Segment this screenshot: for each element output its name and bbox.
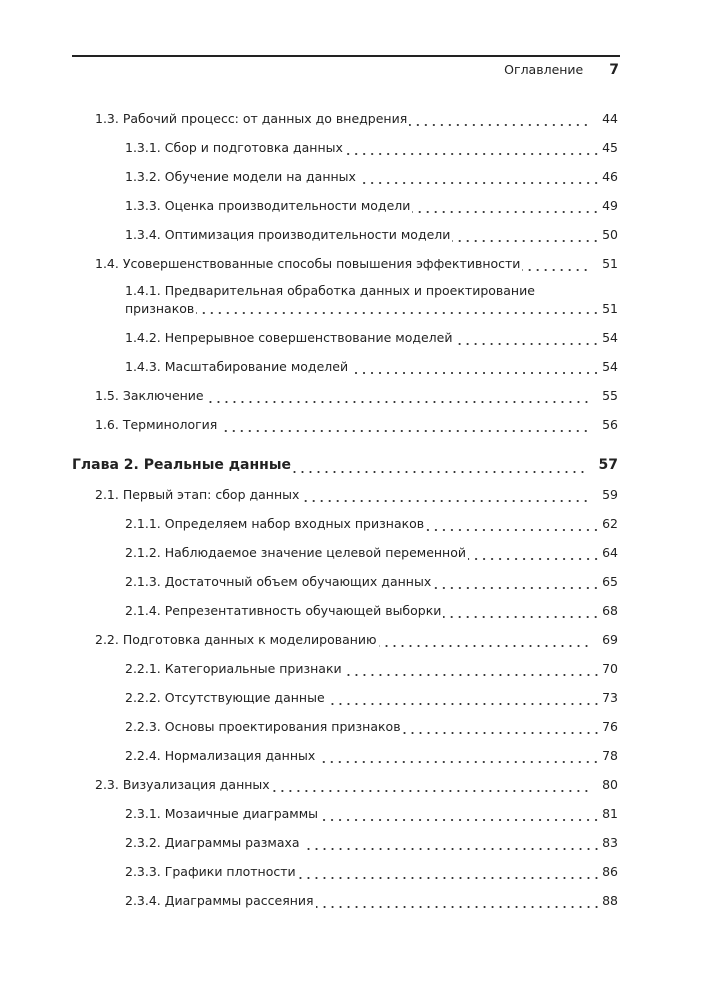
toc-entry-page: 76	[602, 719, 618, 734]
dot-leader	[433, 567, 600, 596]
toc-entry[interactable]	[72, 596, 618, 625]
dot-leader	[345, 133, 600, 162]
toc-entry-page: 57	[598, 457, 618, 473]
toc-entry-title: 1.3. Рабочий процесс: от данных до внедрения	[95, 111, 408, 126]
toc-entry-title: 2.1.3. Достаточный объем обучающих данных	[125, 574, 432, 589]
toc-entry-page: 62	[602, 516, 618, 531]
toc-entry-page: 59	[602, 487, 618, 502]
toc-entry-page: 65	[602, 574, 618, 589]
toc-entry-title: 2.3.1. Мозаичные диаграммы	[125, 806, 319, 821]
running-header	[504, 62, 619, 78]
toc-entry-page: 68	[602, 603, 618, 618]
dot-leader	[350, 352, 600, 381]
toc-entry-page: 83	[602, 835, 618, 850]
dot-leader	[358, 162, 600, 191]
dot-leader	[301, 480, 590, 509]
toc-entry-title: 2.1.4. Репрезентативность обучающей выборки	[125, 603, 442, 618]
toc-entry-page: 81	[602, 806, 618, 821]
toc-entry[interactable]	[72, 191, 618, 220]
dot-leader	[426, 509, 600, 538]
dot-leader	[219, 410, 590, 439]
toc-entry-title: 2.2. Подготовка данных к моделированию	[95, 632, 377, 647]
toc-entry[interactable]	[72, 509, 618, 538]
toc-entry[interactable]	[72, 410, 618, 439]
dot-leader	[316, 886, 601, 915]
toc-entry-page: 49	[602, 198, 618, 213]
toc-entry-page: 50	[602, 227, 618, 242]
dot-leader	[302, 828, 601, 857]
toc-entry[interactable]	[72, 770, 618, 799]
toc-entry[interactable]	[72, 625, 618, 654]
toc-entry-title: 1.5. Заключение	[95, 388, 204, 403]
dot-leader	[522, 249, 590, 278]
dot-leader	[468, 538, 600, 567]
header-rule	[72, 55, 620, 57]
toc-entry-page: 73	[602, 690, 618, 705]
toc-entry-page: 64	[602, 545, 618, 560]
dot-leader	[293, 451, 587, 480]
toc-entry-title: 1.4. Усовершенствованные способы повышения эффективности	[95, 256, 521, 271]
toc-entry[interactable]	[72, 741, 618, 770]
dot-leader	[454, 323, 600, 352]
toc-entry-title: 1.3.2. Обучение модели на данных	[125, 169, 356, 184]
toc-entry-title: 2.3.4. Диаграммы рассеяния	[125, 893, 314, 908]
toc-entry[interactable]	[72, 249, 618, 278]
toc-entry[interactable]	[72, 857, 618, 886]
toc-entry-title: 1.6. Терминология	[95, 417, 218, 432]
toc-entry-page: 78	[602, 748, 618, 763]
toc-entry-title: 2.1.1. Определяем набор входных признаков	[125, 516, 425, 531]
toc-entry-title: 2.3.2. Диаграммы размаха	[125, 835, 300, 850]
toc-entry-title: 2.2.2. Отсутствующие данные	[125, 690, 325, 705]
toc-entry-title: 2.2.4. Нормализация данных	[125, 748, 316, 763]
toc-entry-page: 88	[602, 893, 618, 908]
toc-entry[interactable]	[72, 162, 618, 191]
toc-entry[interactable]	[72, 683, 618, 712]
toc-entry[interactable]	[72, 104, 618, 133]
toc-entry-title: 2.3. Визуализация данных	[95, 777, 270, 792]
dot-leader	[317, 741, 600, 770]
toc-entry[interactable]	[72, 133, 618, 162]
toc-entry-title: 1.4.3. Масштабирование моделей	[125, 359, 349, 374]
dot-leader	[452, 220, 600, 249]
toc-entry-page: 69	[602, 632, 618, 647]
toc-entry-page: 70	[602, 661, 618, 676]
dot-leader	[320, 799, 600, 828]
toc-entry-page: 44	[602, 111, 618, 126]
dot-leader	[443, 596, 600, 625]
toc-chapter-entry[interactable]	[72, 451, 618, 480]
toc-entry[interactable]	[72, 886, 618, 915]
toc-entry-page: 54	[602, 359, 618, 374]
toc-entry[interactable]	[72, 381, 618, 410]
dot-leader	[412, 191, 600, 220]
toc-entry[interactable]	[72, 480, 618, 509]
toc-entry-page: 51	[602, 301, 618, 316]
dot-leader	[196, 300, 600, 318]
toc-entry[interactable]	[72, 352, 618, 381]
toc-entry-title: 1.3.3. Оценка производительности модели	[125, 198, 411, 213]
dot-leader	[344, 654, 600, 683]
dot-leader	[403, 712, 601, 741]
toc-entry-title: 1.3.4. Оптимизация производительности модели	[125, 227, 451, 242]
toc-entry[interactable]	[72, 220, 618, 249]
dot-leader	[379, 625, 591, 654]
toc-entry-page: 51	[602, 256, 618, 271]
toc-entry-title: 1.4.2. Непрерывное совершенствование моделей	[125, 330, 453, 345]
toc-entry-page: 86	[602, 864, 618, 879]
toc-entry-page: 80	[602, 777, 618, 792]
toc-entry-page: 54	[602, 330, 618, 345]
toc-entry-title: 2.1. Первый этап: сбор данных	[95, 487, 300, 502]
toc-entry-title: Глава 2. Реальные данные	[72, 457, 292, 473]
toc-entry-title: 1.4.1. Предварительная обработка данных и проектирование	[125, 283, 535, 298]
dot-leader	[206, 381, 590, 410]
toc-entry-page: 56	[602, 417, 618, 432]
toc-entry[interactable]	[72, 712, 618, 741]
toc-entry-page: 46	[602, 169, 618, 184]
dot-leader	[272, 770, 590, 799]
toc-entry[interactable]	[72, 323, 618, 352]
dot-leader	[409, 104, 590, 133]
page-number: 7	[609, 62, 619, 78]
toc-entry-title: 2.3.3. Графики плотности	[125, 864, 296, 879]
toc-entry-title-cont: признаков	[125, 301, 195, 316]
toc-entry[interactable]	[72, 567, 618, 596]
toc-entry-page: 45	[602, 140, 618, 155]
toc-entry-title: 2.2.1. Категориальные признаки	[125, 661, 342, 676]
toc-entry-title: 1.3.1. Сбор и подготовка данных	[125, 140, 343, 155]
running-header-title: Оглавление	[504, 62, 584, 77]
toc-entry[interactable]	[72, 654, 618, 683]
table-of-contents	[72, 104, 618, 915]
toc-entry-title: 2.2.3. Основы проектирования признаков	[125, 719, 401, 734]
toc-entry[interactable]	[72, 828, 618, 857]
toc-entry[interactable]	[72, 538, 618, 567]
toc-entry[interactable]	[72, 799, 618, 828]
dot-leader	[298, 857, 600, 886]
toc-entry-page: 55	[602, 388, 618, 403]
toc-entry-title: 2.1.2. Наблюдаемое значение целевой переменной	[125, 545, 466, 560]
dot-leader	[327, 683, 600, 712]
toc-entry[interactable]	[72, 278, 618, 323]
